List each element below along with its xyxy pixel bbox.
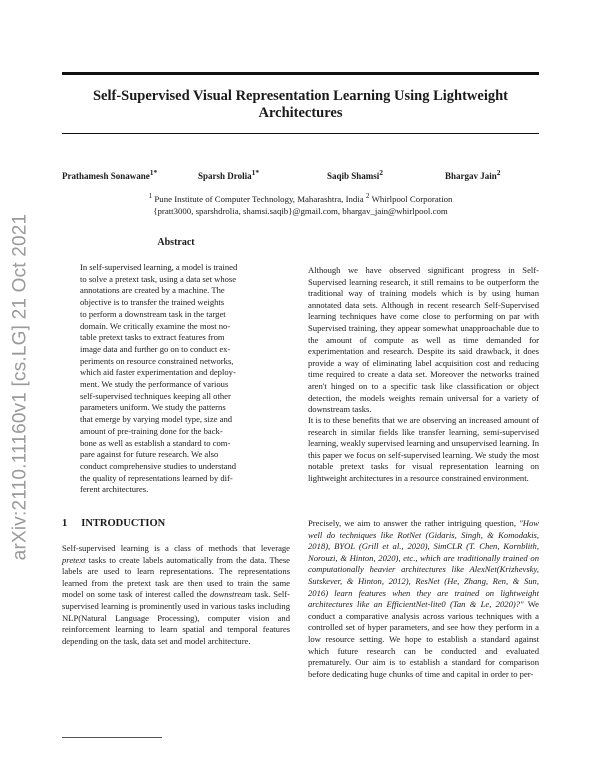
author-emails: {pratt3000, sparshdrolia, shamsi.saqib}@gmail.com, bhargav_jain@whirlpool.com (153, 205, 448, 216)
section-heading-introduction: 1 INTRODUCTION (62, 518, 166, 529)
abstract-line: that emerge by varying model type, size and (80, 414, 233, 425)
abstract-line: In self-supervised learning, a model is trained (80, 262, 238, 272)
abstract-line: parameters uniform. We study the patterns (80, 402, 226, 413)
col2-paragraph-2: It is to these benefits that we are observing an increased amount of research in similar fields like transfer learning, semi-supervised learning, weakly supervised learning and unsupervised learning. In this paper we focus on self-supervised learning. We study the most notable pretext tasks for visual representation learning on lightweight architectures in a resource constrained environment. (308, 415, 539, 483)
abstract-line: the quality of representations learned by dif- (80, 472, 233, 483)
abstract-line: amount of pre-training done for the back- (80, 425, 223, 436)
author-3: Saqib Shamsi$^2$ (327, 168, 384, 181)
abstract-line: objective is to transfer the trained weights (80, 297, 225, 308)
author-1: Prathamesh Sonawane$^{1*}$ (62, 168, 158, 181)
abstract-body (80, 262, 272, 496)
abstract-line: bone as well as establish a standard to com- (80, 437, 231, 448)
paper-title (62, 88, 539, 122)
abstract-line: periments on resource constrained networks, (80, 355, 234, 366)
col2-paragraph-1: Although we have observed significant progress in Self-Supervised learning research, it still remains to be outperform the traditional way of training models which is by using human annotated data sets. Although in recent research Self-Supervised learning techniques have come close to performing on par with Supervised training, they appear somewhat unapproachable due to the amount of compute as well as time demanded for experimentation and research. Despite its said drawback, it does provide a way of eliminating label acquisition cost and reducing time required to create a data set. Moreover the networks trained aren't hinged on to a specific task like classification or object detection, the models weights remain universal for a variety of downstream tasks. (308, 265, 539, 415)
footnote-rule (62, 737, 162, 738)
abstract-line: image data and further go on to conduct ex- (80, 343, 231, 354)
affiliations (62, 190, 539, 217)
abstract-line: which aid faster experimentation and deploy- (80, 367, 236, 378)
abstract-line: self-supervised techniques keeping all other (80, 390, 231, 401)
abstract-line: table pretext tasks to extract features from (80, 332, 225, 343)
abstract-line: ferent architectures. (80, 484, 149, 495)
intro-paragraph-1: Self-supervised learning is a class of methods that leverage pretext tasks to create labels automatically from the data. These labels are used to learn representations. The representations learned from the pretext task are then used to train the same model on some task of interest called the downstream task. Self-supervised learning is prominently used in various tasks including NLP(Natural Language Processing), computer vision and reinforcement learning to learn spatial and temporal features depending on the task, data set and model architecture. (62, 543, 290, 646)
col2-paragraph-3: Precisely, we aim to answer the rather intriguing question, "How well do techniques like RotNet (Gidaris, Singh, & Komodakis, 2018), BYOL (Grill et al., 2020), SimCLR (T. Chen, Kornblith, Norouzi, & Hinton, 2020), etc., which are traditionally trained on computationally heavier architectures like AlexNet(Krizhevsky, Sutskever, & Hinton, 2012), ResNet (He, Zhang, Ren, & Sun, 2016) learn features when they are trained on lightweight architectures like an EfficientNet-lite0 (Tan & Le, 2020)?" We conduct a comparative analysis across various techniques with a controlled set of hyper parameters, and see how they perform in a low resource setting. We hope to establish a standard against which future research can be conducted and evaluated prematurely. Our aim is to establish a standard for comparison before dedicating huge chunks of time and capital in order to per- (308, 518, 539, 679)
title-line-1: Self-Supervised Visual Representation Learning Using Lightweight (92, 88, 509, 104)
abstract-line: domain. We critically examine the most no- (80, 320, 231, 331)
title-top-rule (62, 72, 539, 75)
author-4: Bhargav Jain$^2$ (445, 168, 501, 181)
title-line-2: Architectures (258, 105, 343, 121)
arxiv-watermark: arXiv:2110.11160v1 [cs.LG] 21 Oct 2021 (9, 213, 31, 560)
affiliation-line: $^1$ Pune Institute of Computer Technology, Maharashtra, India $^2$ Whirlpool Corporation (148, 191, 453, 204)
title-bottom-rule (62, 133, 539, 134)
abstract-line: pare against for future research. We also (80, 449, 219, 460)
abstract-line: ment. We study the performance of various (80, 379, 229, 390)
abstract-heading: Abstract (157, 237, 195, 248)
abstract-line: conduct comprehensive studies to understand (80, 460, 237, 471)
author-2: Sparsh Drolia$^{1*}$ (198, 168, 260, 181)
abstract-line: to solve a pretext task, using a data set whose (80, 273, 237, 284)
abstract-line: annotations are created by a machine. The (80, 285, 225, 296)
abstract-line: to perform a downstream task in the target (80, 308, 226, 319)
